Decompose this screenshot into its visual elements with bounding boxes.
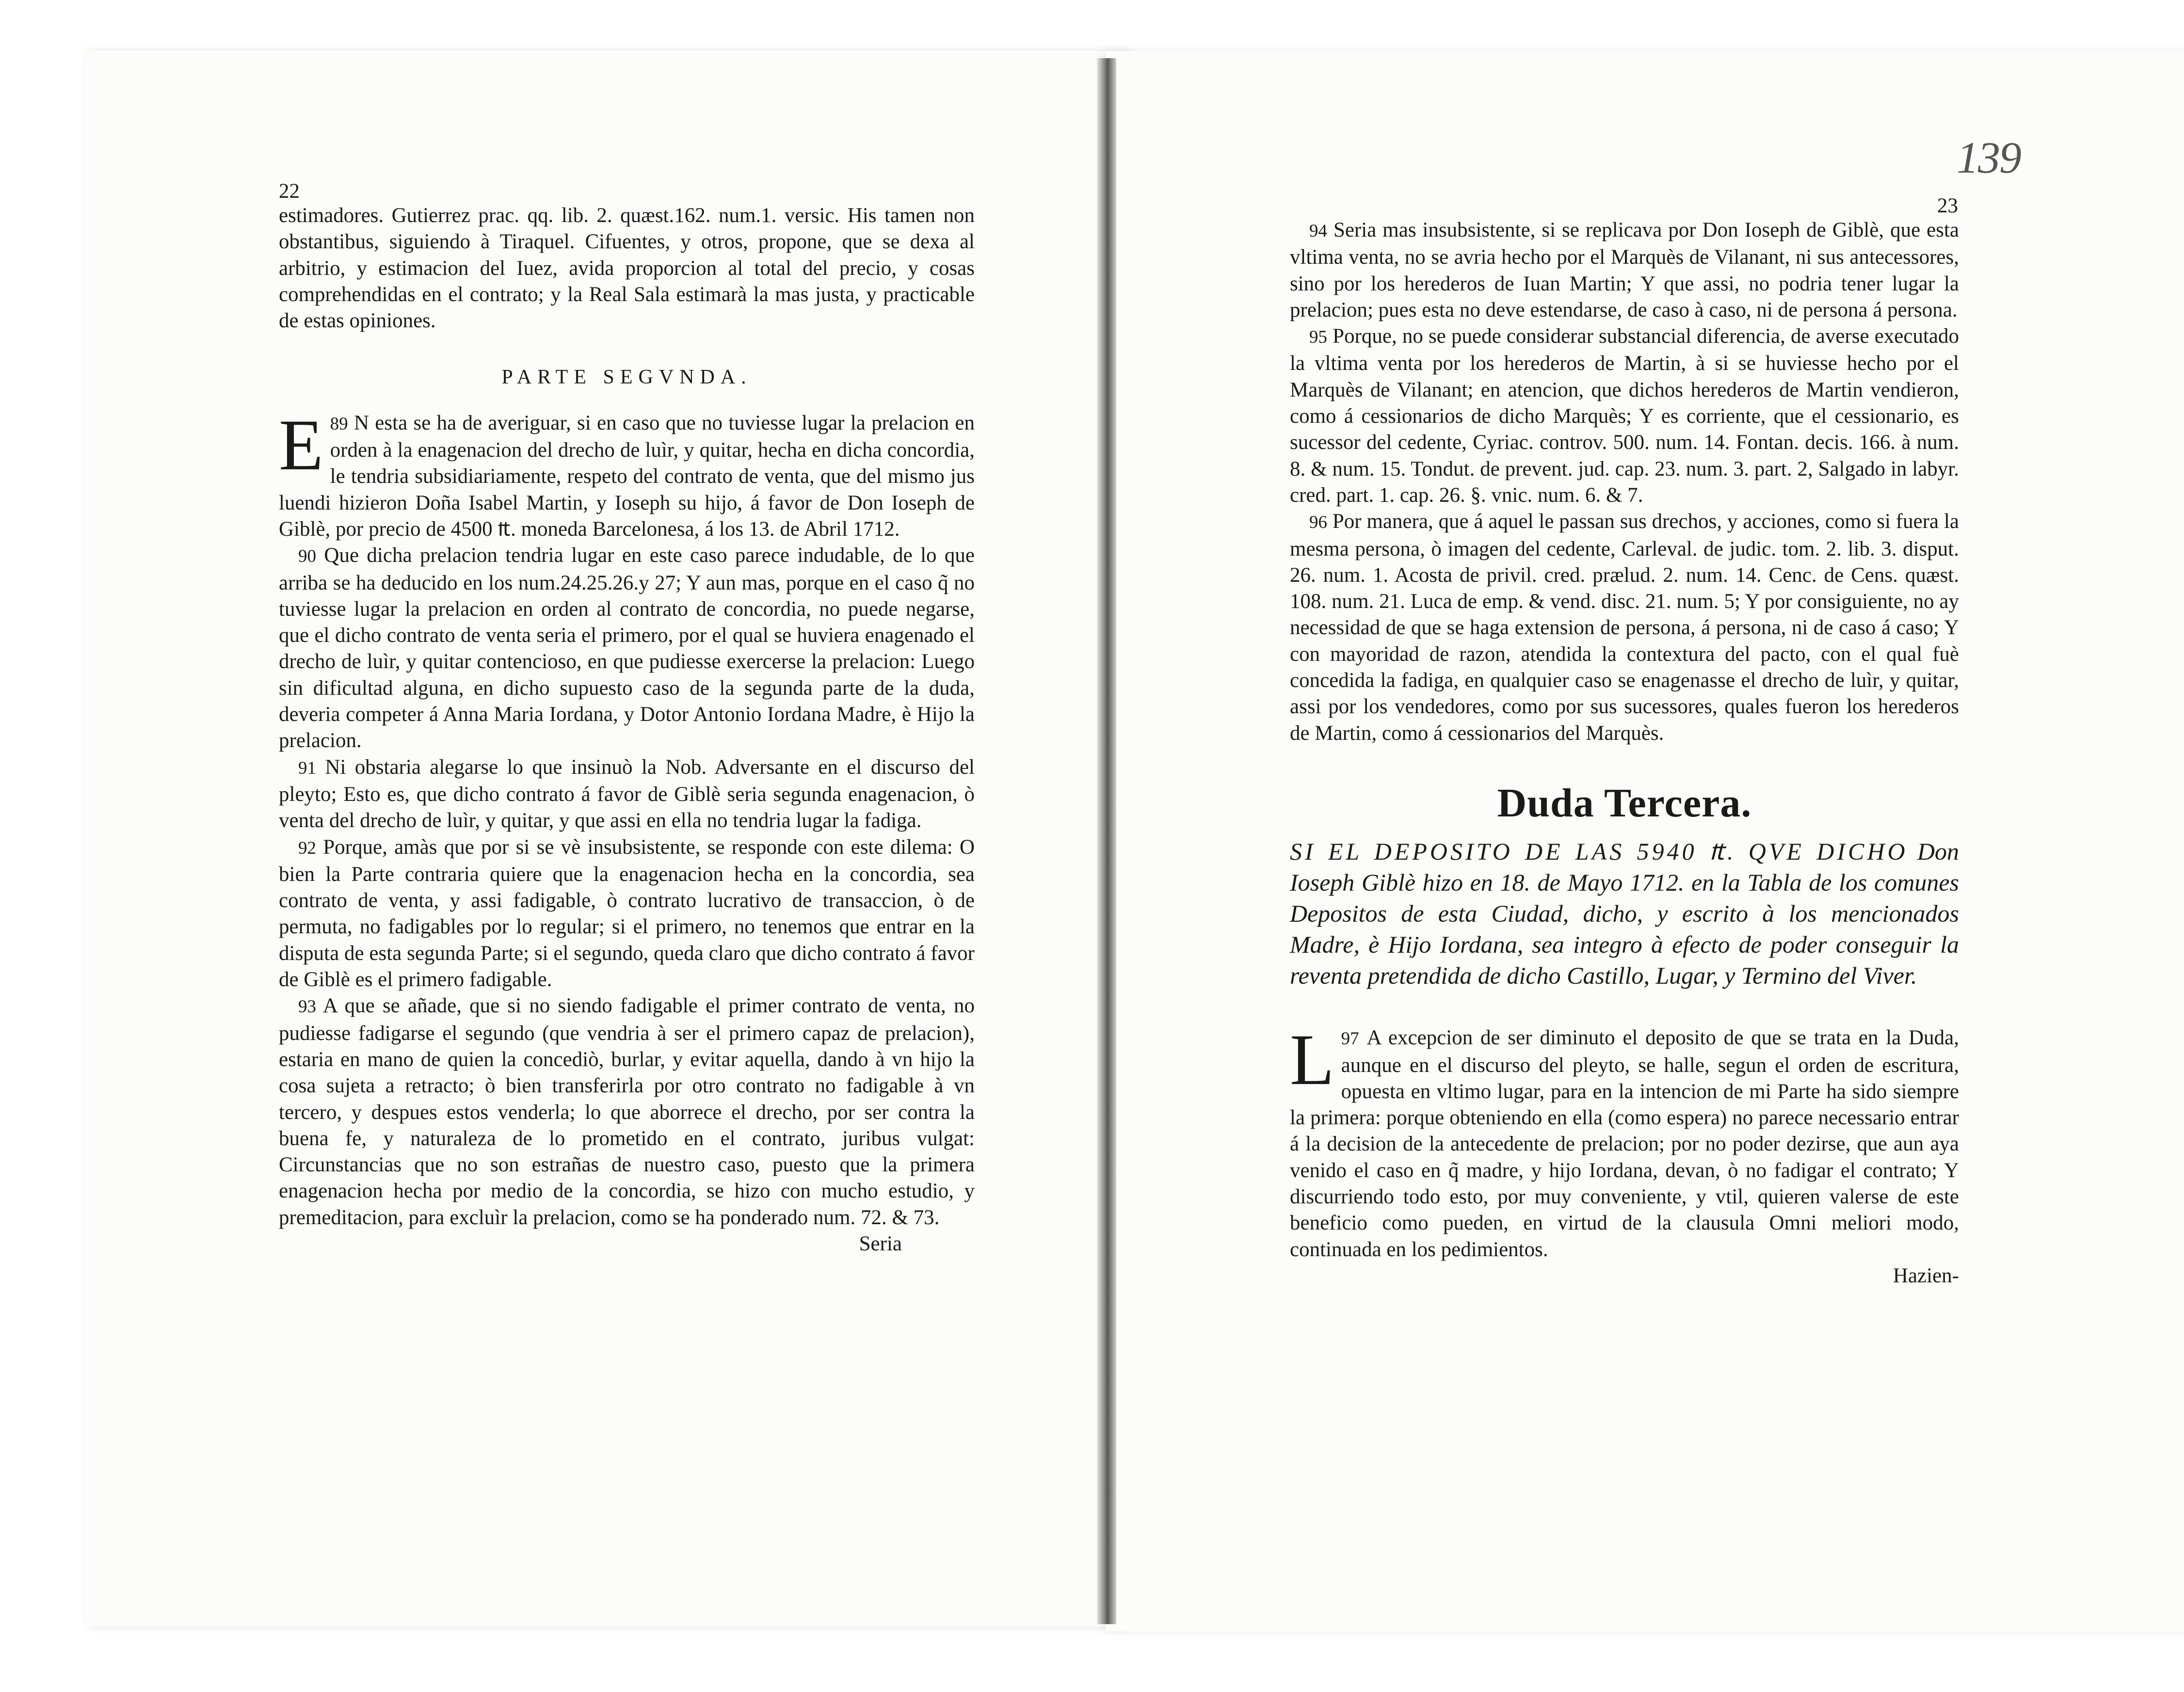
paragraph-number: 90 [298, 546, 316, 567]
left-page-number: 22 [279, 180, 300, 203]
paragraph-number: 91 [298, 758, 316, 778]
paragraph-97 [1290, 1020, 1959, 1263]
drop-cap: E [279, 404, 323, 485]
left-page-text [279, 203, 975, 1257]
paragraph-text: A excepcion de ser diminuto el deposito de que se trata en la Duda, aunque en el discurso del pleyto, se halle, segun el orden de escritura, opuesta en vltimo lugar, para en la intencion de mi Parte ha sido siempre la primera: porque obteniendo en ella (como espera) no parece necessario entrar á la decision de la antecedente de prelacion; por no poder dezirse, que aun aya venido el caso en q̃ madre, y hijo Iordana, devan, ò no fadigar el contrato; Y discurriendo todo esto, por muy conveniente, y vtil, quieren valerse de este beneficio como pueden, en virtud de la clausula Omni meliori modo, continuada en los pedimientos. [1290, 1026, 1959, 1261]
paragraph-continuation: estimadores. Gutierrez prac. qq. lib. 2. quæst.162. num.1. versic. His tamen non obstantibus, siguiendo à Tiraquel. Cifuentes, y otros, propone, que se dexa al arbitrio, y estimacion del Iuez, avida proporcion al total del precio, y cosas comprehendidas en el contrato; y la Real Sala estimarà la mas justa, y practicable de estas opiniones. [279, 204, 975, 333]
duda-question [1290, 836, 1959, 991]
paragraph-text: A que se añade, que si no siendo fadigable el primer contrato de venta, no pudiesse fadigarse el segundo (que vendria à ser el primero capaz de prelacion), estaria en mano de quien la concediò, burlar, y evitar aquella, dando à vn hijo la cosa sujeta a retracto; ò bien transferirla por otro contrato no fadigable à vn tercero, y despues estos venderla; lo que aborrece el drecho, por ser contra la buena fe, y naturaleza de lo prometido en el contrato, juribus vulgat: Circunstancias que no son estrañas de nuestro caso, puesto que la primera enagenacion hecha por medio de la concordia, se hizo con mucho estudio, y premeditacion, para excluìr la prelacion, como se ha ponderado num. 72. & 73. [279, 994, 975, 1229]
paragraph-94 [1290, 217, 1959, 323]
paragraph-93 [279, 993, 975, 1231]
paragraph-91 [279, 754, 975, 834]
paragraph-text: Que dicha prelacion tendria lugar en este caso parece indudable, de lo que arriba se ha deducido en los num.24.25.26.y 27; Y aun mas, porque en el caso q̃ no tuviesse lugar la prelacion en orden al contrato de concordia, no puede negarse, que el dicho contrato de venta seria el primero, por el qual se huviera enagenado el drecho de luìr, y quitar contencioso, en que pudiesse exercerse la prelacion: Luego sin dificultad alguna, en dicho supuesto caso de la segunda parte de la duda, deveria competer á Anna Maria Iordana, y Dotor Antonio Iordana Madre, è Hijo la prelacion. [279, 544, 975, 752]
paragraph-number: 95 [1309, 327, 1327, 348]
paragraph-number: 92 [298, 838, 316, 858]
question-text: Don Ioseph Giblè hizo en 18. de Mayo 1712. en la Tabla de los comunes Depositos de esta Ciudad, dicho, y escrito à los mencionados Madre, è Hijo Iordana, sea integro à efecto de poder conseguir la reventa pretendida de dicho Castillo, Lugar, y Termino del Viver. [1290, 838, 1959, 990]
paragraph-95 [1290, 323, 1959, 509]
paragraph-text: Seria mas insubsistente, si se replicava por Don Ioseph de Giblè, que esta vltima venta, no se avria hecho por el Marquès de Vilanant, ni sus antecessores, sino por los herederos de Iuan Martin; Y que assi, no podria tener lugar la prelacion; pues esta no deve estendarse, de caso à caso, ni de persona á persona. [1290, 219, 1959, 321]
catchword: Seria [859, 1232, 902, 1255]
handwritten-folio-number: 139 [1957, 133, 2021, 182]
question-lead: SI EL DEPOSITO DE LAS 5940 ₶. QVE DICHO [1290, 838, 1908, 865]
paragraph-text: Por manera, que á aquel le passan sus drechos, y acciones, como si fuera la mesma persona, ò imagen del cedente, Carleval. de judic. tom. 2. lib. 3. disput. 26. num. 1. Acosta de privil. cred. prælud. 2. num. 14. Cenc. de Cens. quæst. 108. num. 21. Luca de emp. & vend. disc. 21. num. 5; Y por consiguiente, no ay necessidad de que se haga extension de persona, á persona, ni de caso á caso; Y con mayoridad de razon, atendida la contextura del pacto, con el qual fuè concedida la fadiga, en qualquier caso se enagenasse el drecho de luìr, y quitar, assi por los vendedores, como por sus sucessores, quales fueron los herederos de Martin, como á cessionarios del Marquès. [1290, 510, 1959, 745]
paragraph-text: Ni obstaria alegarse lo que insinuò la Nob. Adversante en el discurso del pleyto; Esto es, que dicho contrato á favor de Giblè seria segunda enagenacion, ò venta del drecho de luìr, y quitar, y que assi en ella no tendria lugar la fadiga. [279, 755, 975, 832]
paragraph-number: 93 [298, 997, 316, 1017]
paragraph-text: Porque, amàs que por si se vè insubsistente, se responde con este dilema: O bien la Parte contraria quiere que la enagenacion hecha en la concordia, sea contrato de venta, y assi fadigable, ò contrato lucrativo de transaccion, ò de permuta, no fadigables por lo regular; si el primero, no tenemos que entrar en la disputa de esta segunda Parte; si el segundo, queda claro que dicho contrato á favor de Giblè es el primero fadigable. [279, 835, 975, 991]
paragraph-text: Porque, no se puede considerar substancial diferencia, de averse executado la vltima venta por los herederos de Martin, à si se huviesse hecho por el Marquès de Vilanant; en atencion, que dichos herederos de Martin vendieron, como á cessionarios de dicho Marquès; Y es corriente, que el cessionario, es sucessor del cedente, Cyriac. controv. 500. num. 14. Fontan. decis. 166. à num. 8. & num. 15. Tondut. de prevent. jud. cap. 23. num. 3. part. 2, Salgado in labyr. cred. part. 1. cap. 26. §. vnic. num. 6. & 7. [1290, 325, 1959, 507]
drop-cap: L [1290, 1020, 1334, 1101]
paragraph-96 [1290, 509, 1959, 747]
paragraph-text: N esta se ha de averiguar, si en caso que no tuviesse lugar la prelacion en orden à la enagenacion del drecho de luìr, y quitar, hecha en dicha concordia, le tendria subsidiariamente, respeto del contrato de venta, que del mismo jus luendi hizieron Doña Isabel Martin, y Ioseph su hijo, á favor de Don Ioseph de Giblè, por precio de 4500 ₶. moneda Barcelonesa, á los 13. de Abril 1712. [279, 411, 975, 541]
paragraph-90 [279, 543, 975, 754]
duda-title: Duda Tercera. [1497, 780, 1752, 826]
paragraph-number: 97 [1341, 1029, 1359, 1049]
right-page-text [1290, 217, 1959, 1289]
paragraph-number: 94 [1309, 221, 1327, 241]
right-page-number: 23 [1937, 194, 1958, 217]
catchword: Hazien- [1893, 1264, 1959, 1287]
book-gutter [1097, 58, 1116, 1624]
paragraph-92 [279, 834, 975, 993]
paragraph-number: 96 [1309, 512, 1327, 533]
paragraph-number: 89 [330, 414, 348, 434]
section-heading: PARTE SEGVNDA. [501, 366, 752, 389]
paragraph-89 [279, 404, 975, 543]
